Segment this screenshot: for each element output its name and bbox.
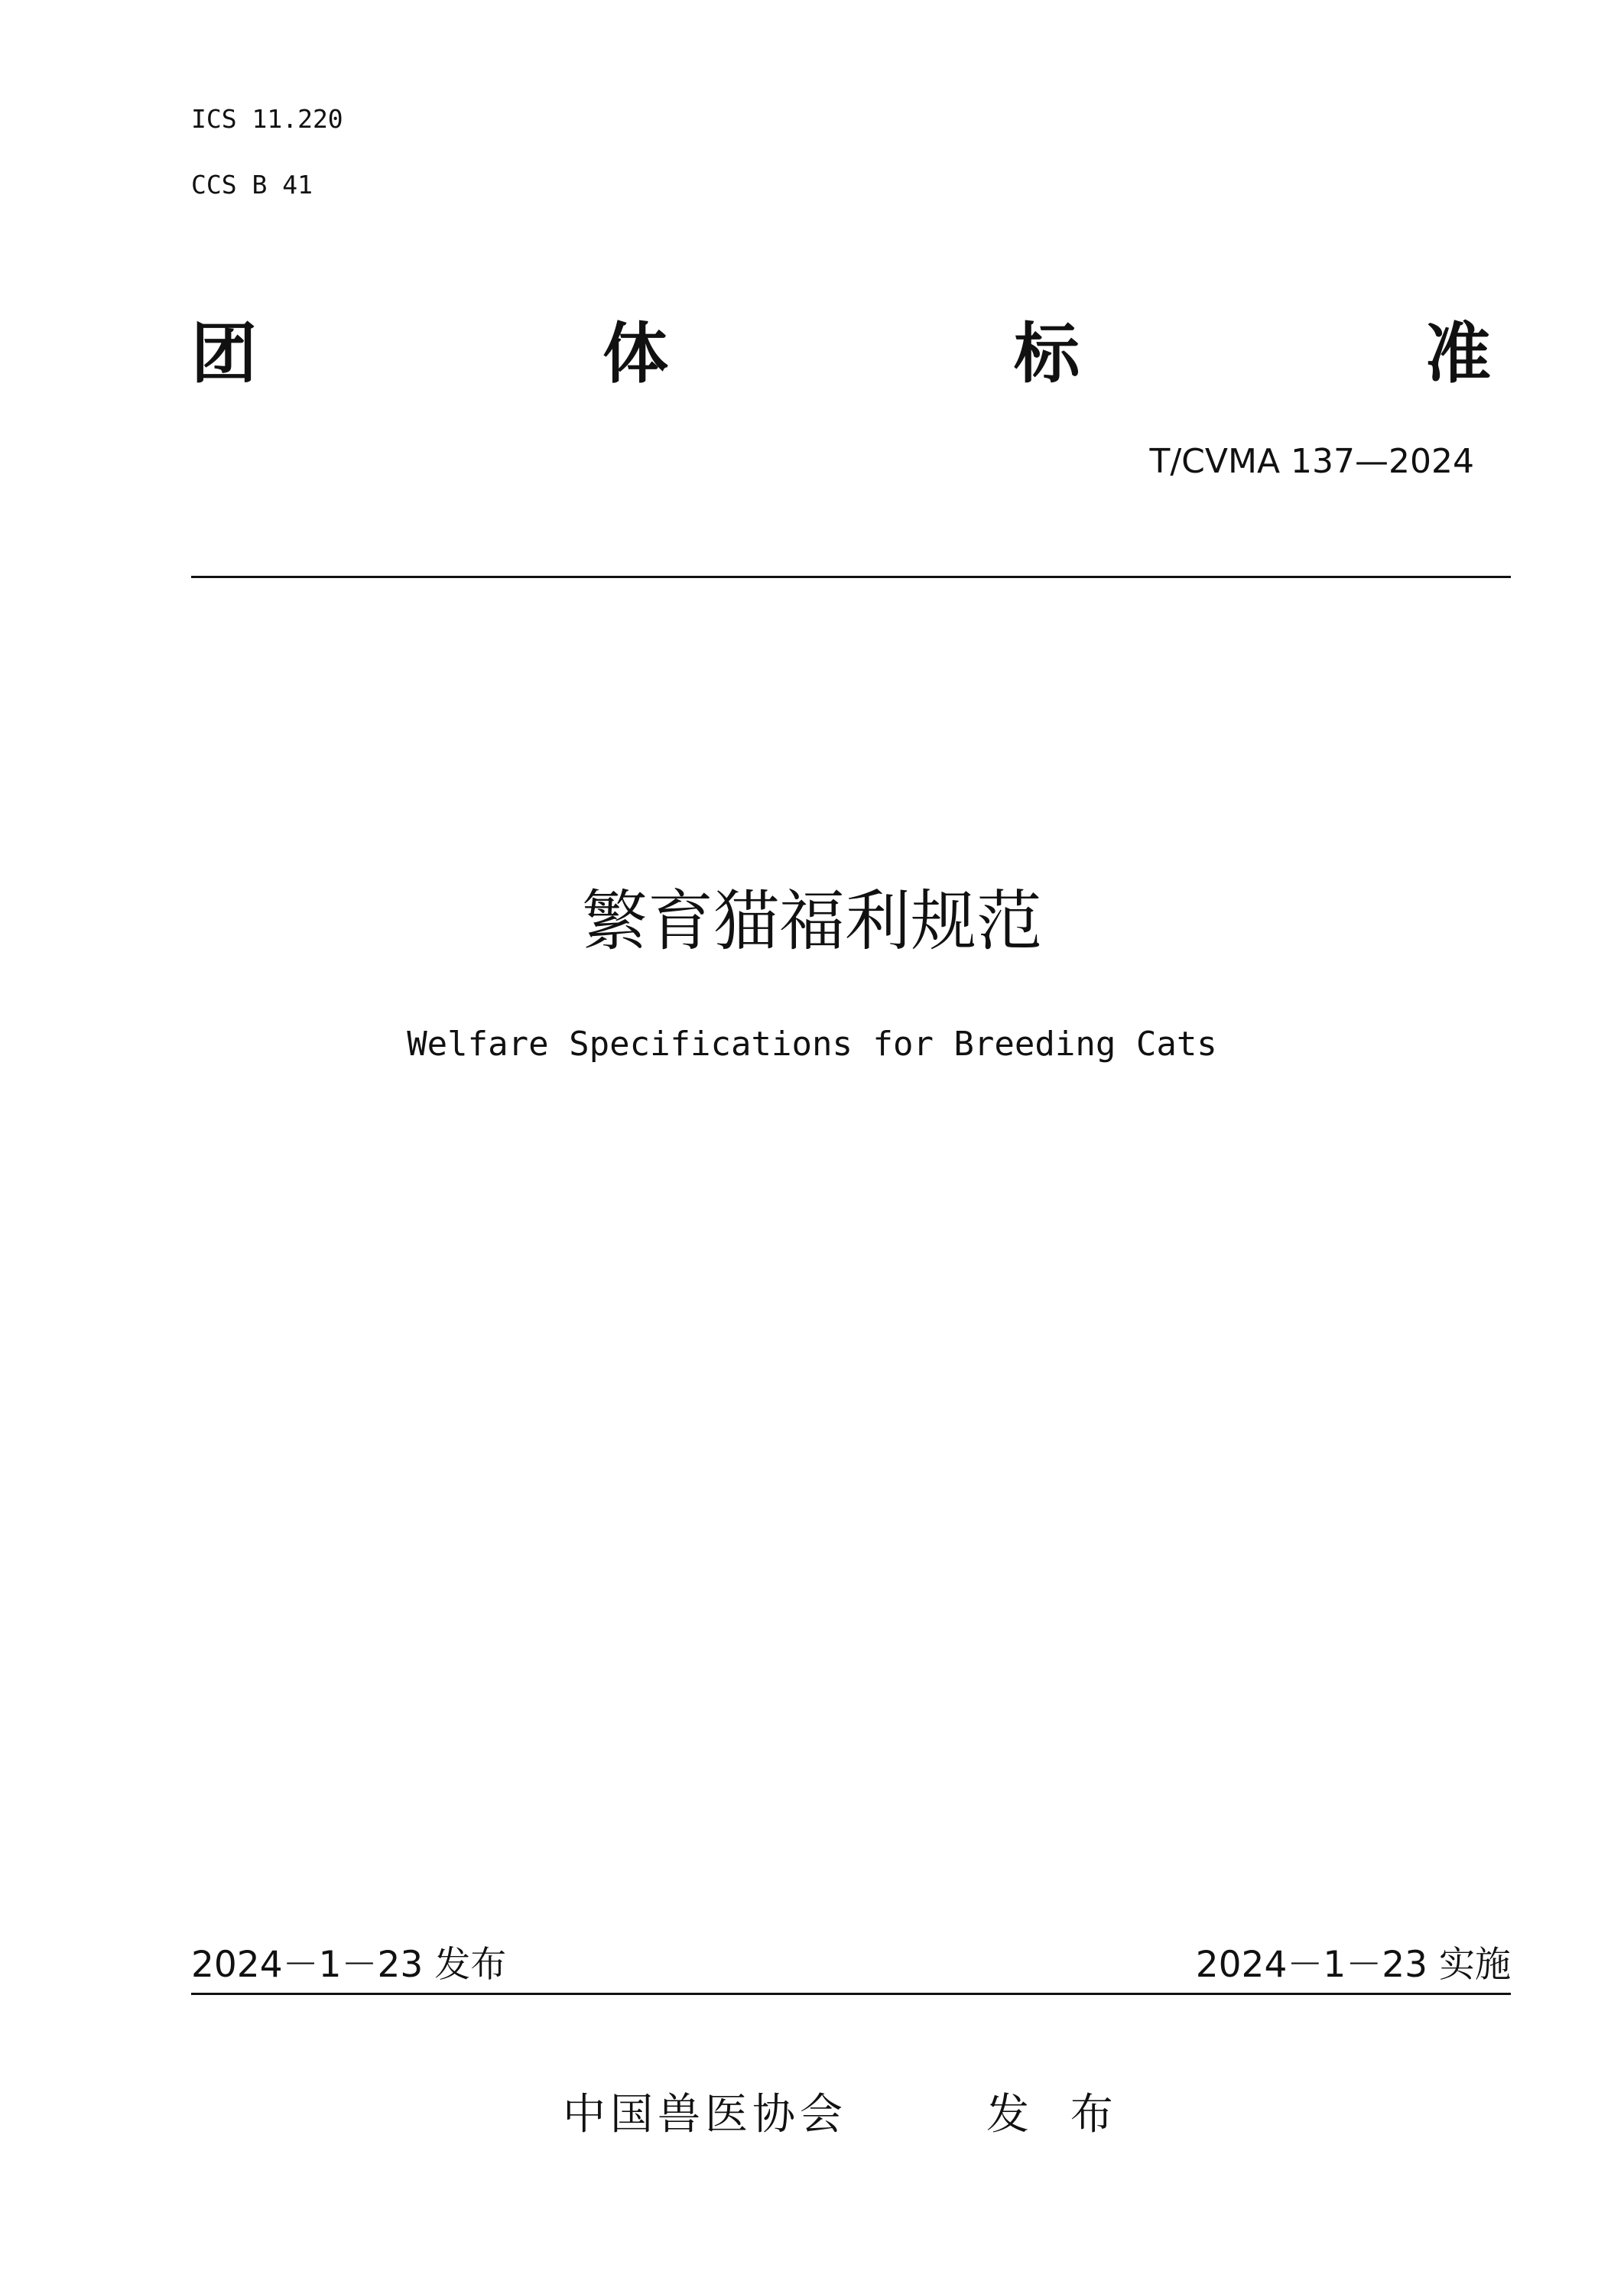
issue-date: 2024－1－23 发布 [191, 1944, 507, 1986]
ics-code: ICS 11.220 [191, 104, 343, 134]
document-title-english: Welfare Specifications for Breeding Cats [407, 1025, 1217, 1064]
document-title-chinese: 繁育猫福利规范 [582, 883, 1042, 960]
top-divider [191, 576, 1511, 578]
publish-label: 发 布 [986, 2090, 1127, 2140]
publisher-name: 中国兽医协会 [563, 2090, 847, 2140]
ccs-code: CCS B 41 [191, 170, 313, 200]
implementation-date: 2024－1－23 实施 [1195, 1944, 1511, 1986]
standard-number: T/CVMA 137—2024 [1149, 442, 1474, 481]
bottom-divider [191, 1993, 1511, 1995]
standard-type-char-2: 体 [603, 316, 668, 392]
standard-type-heading [191, 312, 1491, 396]
standard-type-char-4: 准 [1425, 316, 1491, 392]
standard-type-char-1: 团 [191, 316, 257, 392]
standard-type-char-3: 标 [1014, 316, 1080, 392]
